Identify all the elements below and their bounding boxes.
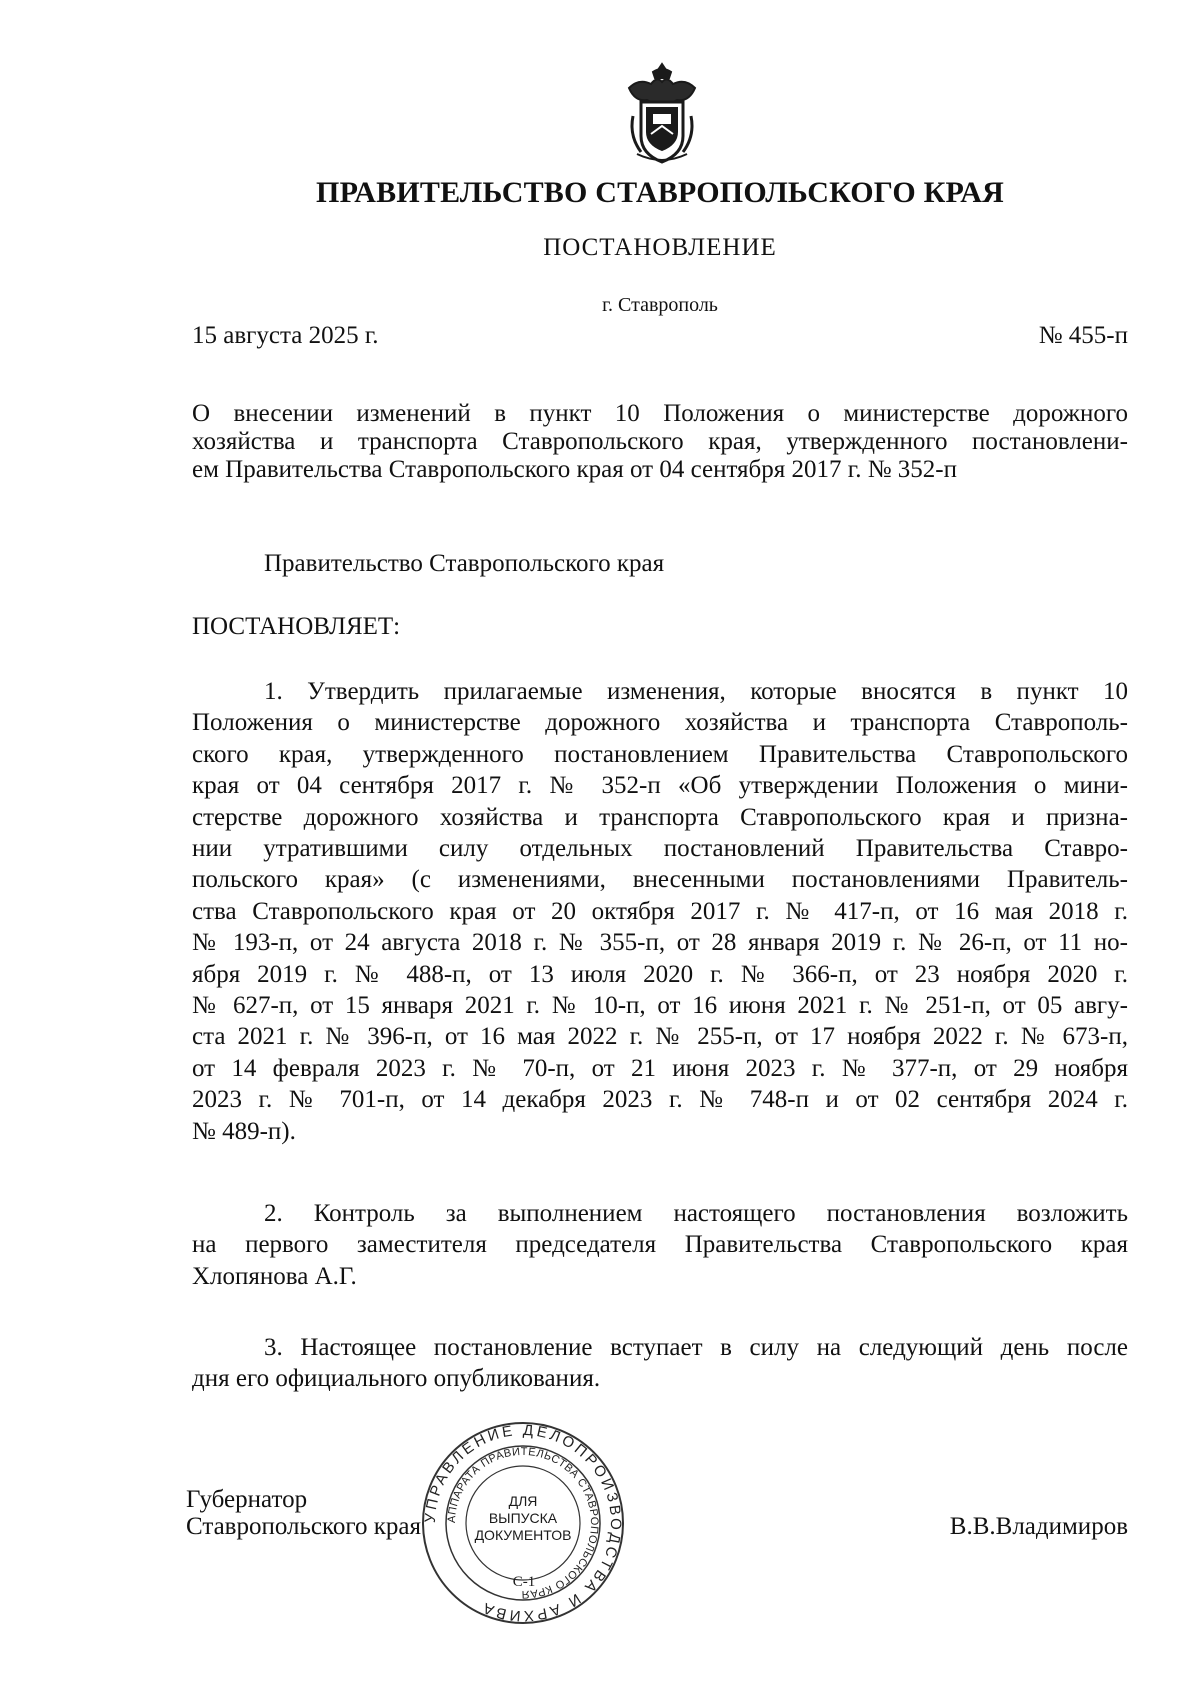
paragraph-2 (192, 1198, 1128, 1292)
subject-line: хозяйства и транспорта Ставропольского края, утвержденного постановлени- (192, 428, 1128, 455)
paragraph-line: ября 2019 г. № 488-п, от 13 июля 2020 г. № 366-п, от 23 ноября 2020 г. (192, 960, 1128, 988)
paragraph-line: № 627-п, от 15 января 2021 г. № 10-п, от 16 июня 2021 г. № 251-п, от 05 авгу- (192, 992, 1128, 1020)
paragraph-line: 3. Настоящее постановление вступает в силу на следующий день после (264, 1334, 1128, 1361)
paragraph-3 (192, 1332, 1128, 1395)
paragraph-line: ства Ставропольского края от 20 октября 2017 г. № 417-п, от 16 мая 2018 г. (192, 897, 1128, 925)
subject-line: ем Правительства Ставропольского края от 04 сентября 2017 г. № 352-п (192, 456, 958, 483)
paragraph-line: нии утратившими силу отдельных постановлений Правительства Ставро- (192, 835, 1128, 863)
subject-line: О внесении изменений в пункт 10 Положения о министерстве дорожного (192, 400, 1128, 427)
paragraph-line: от 14 февраля 2023 г. № 70-п, от 21 июня 2023 г. № 377-п, от 29 ноября (192, 1054, 1128, 1082)
signatory-position-line: Губернатор (186, 1486, 308, 1513)
document-subject (192, 400, 1128, 484)
stamp-center-line: ВЫПУСКА (488, 1510, 558, 1526)
paragraph-1 (192, 676, 1128, 1147)
paragraph-line: польского края» (с изменениями, внесенными постановлениями Правитель- (192, 866, 1128, 894)
paragraph-line: 2. Контроль за выполнением настоящего постановления возложить (264, 1200, 1128, 1227)
stamp-outer-text: УПРАВЛЕНИЕ ДЕЛОПРОИЗВОДСТВА И АРХИВА (421, 1421, 625, 1625)
stamp-code: С-1 (512, 1574, 536, 1590)
signatory-position (186, 1486, 421, 1540)
paragraph-line: ста 2021 г. № 396-п, от 16 мая 2022 г. № 255-п, от 17 ноября 2022 г. № 673-п, (192, 1023, 1128, 1051)
preamble-decrees: ПОСТАНОВЛЯЕТ: (192, 613, 401, 640)
paragraph-line: Положения о министерстве дорожного хозяйства и транспорта Ставрополь- (192, 709, 1128, 737)
paragraph-line: 2023 г. № 701-п, от 14 декабря 2023 г. № 748-п и от 02 сентября 2024 г. (192, 1086, 1128, 1114)
government-title: ПРАВИТЕЛЬСТВО СТАВРОПОЛЬСКОГО КРАЯ (316, 176, 1004, 209)
stamp-center (473, 1493, 573, 1544)
paragraph-line: № 489-п). (192, 1117, 296, 1145)
preamble-government: Правительство Ставропольского края (264, 550, 665, 577)
paragraph-line: стерстве дорожного хозяйства и транспорта Ставропольского края и призна- (192, 803, 1128, 831)
city-name: г. Ставрополь (602, 294, 718, 316)
document-number: № 455-п (1038, 322, 1128, 349)
paragraph-line: дня его официального опубликования. (192, 1365, 601, 1393)
paragraph-line: края от 04 сентября 2017 г. № 352-п «Об утверждении Положения о мини- (192, 772, 1128, 800)
document-date: 15 августа 2025 г. (192, 322, 379, 349)
coat-of-arms-icon (623, 58, 701, 166)
paragraph-line: ского края, утвержденного постановлением Правительства Ставропольского (192, 740, 1128, 768)
official-stamp (420, 1420, 626, 1626)
signatory-name: В.В.Владимиров (949, 1513, 1128, 1540)
paragraph-line: на первого заместителя председателя Правительства Ставропольского края (192, 1231, 1128, 1259)
stamp-center-line: ДОКУМЕНТОВ (474, 1527, 572, 1543)
paragraph-line: 1. Утвердить прилагаемые изменения, которые вносятся в пункт 10 (264, 678, 1128, 705)
signatory-position-line: Ставропольского края (186, 1513, 421, 1540)
stamp-inner-text: АППАРАТА ПРАВИТЕЛЬСТВА СТАВРОПОЛЬСКОГО КРАЯ (445, 1445, 601, 1601)
paragraph-line: Хлопянова А.Г. (192, 1262, 357, 1290)
paragraph-line: № 193-п, от 24 августа 2018 г. № 355-п, от 28 января 2019 г. № 26-п, от 11 но- (192, 929, 1128, 957)
document-type: ПОСТАНОВЛЕНИЕ (543, 234, 777, 261)
stamp-center-line: ДЛЯ (508, 1493, 538, 1509)
